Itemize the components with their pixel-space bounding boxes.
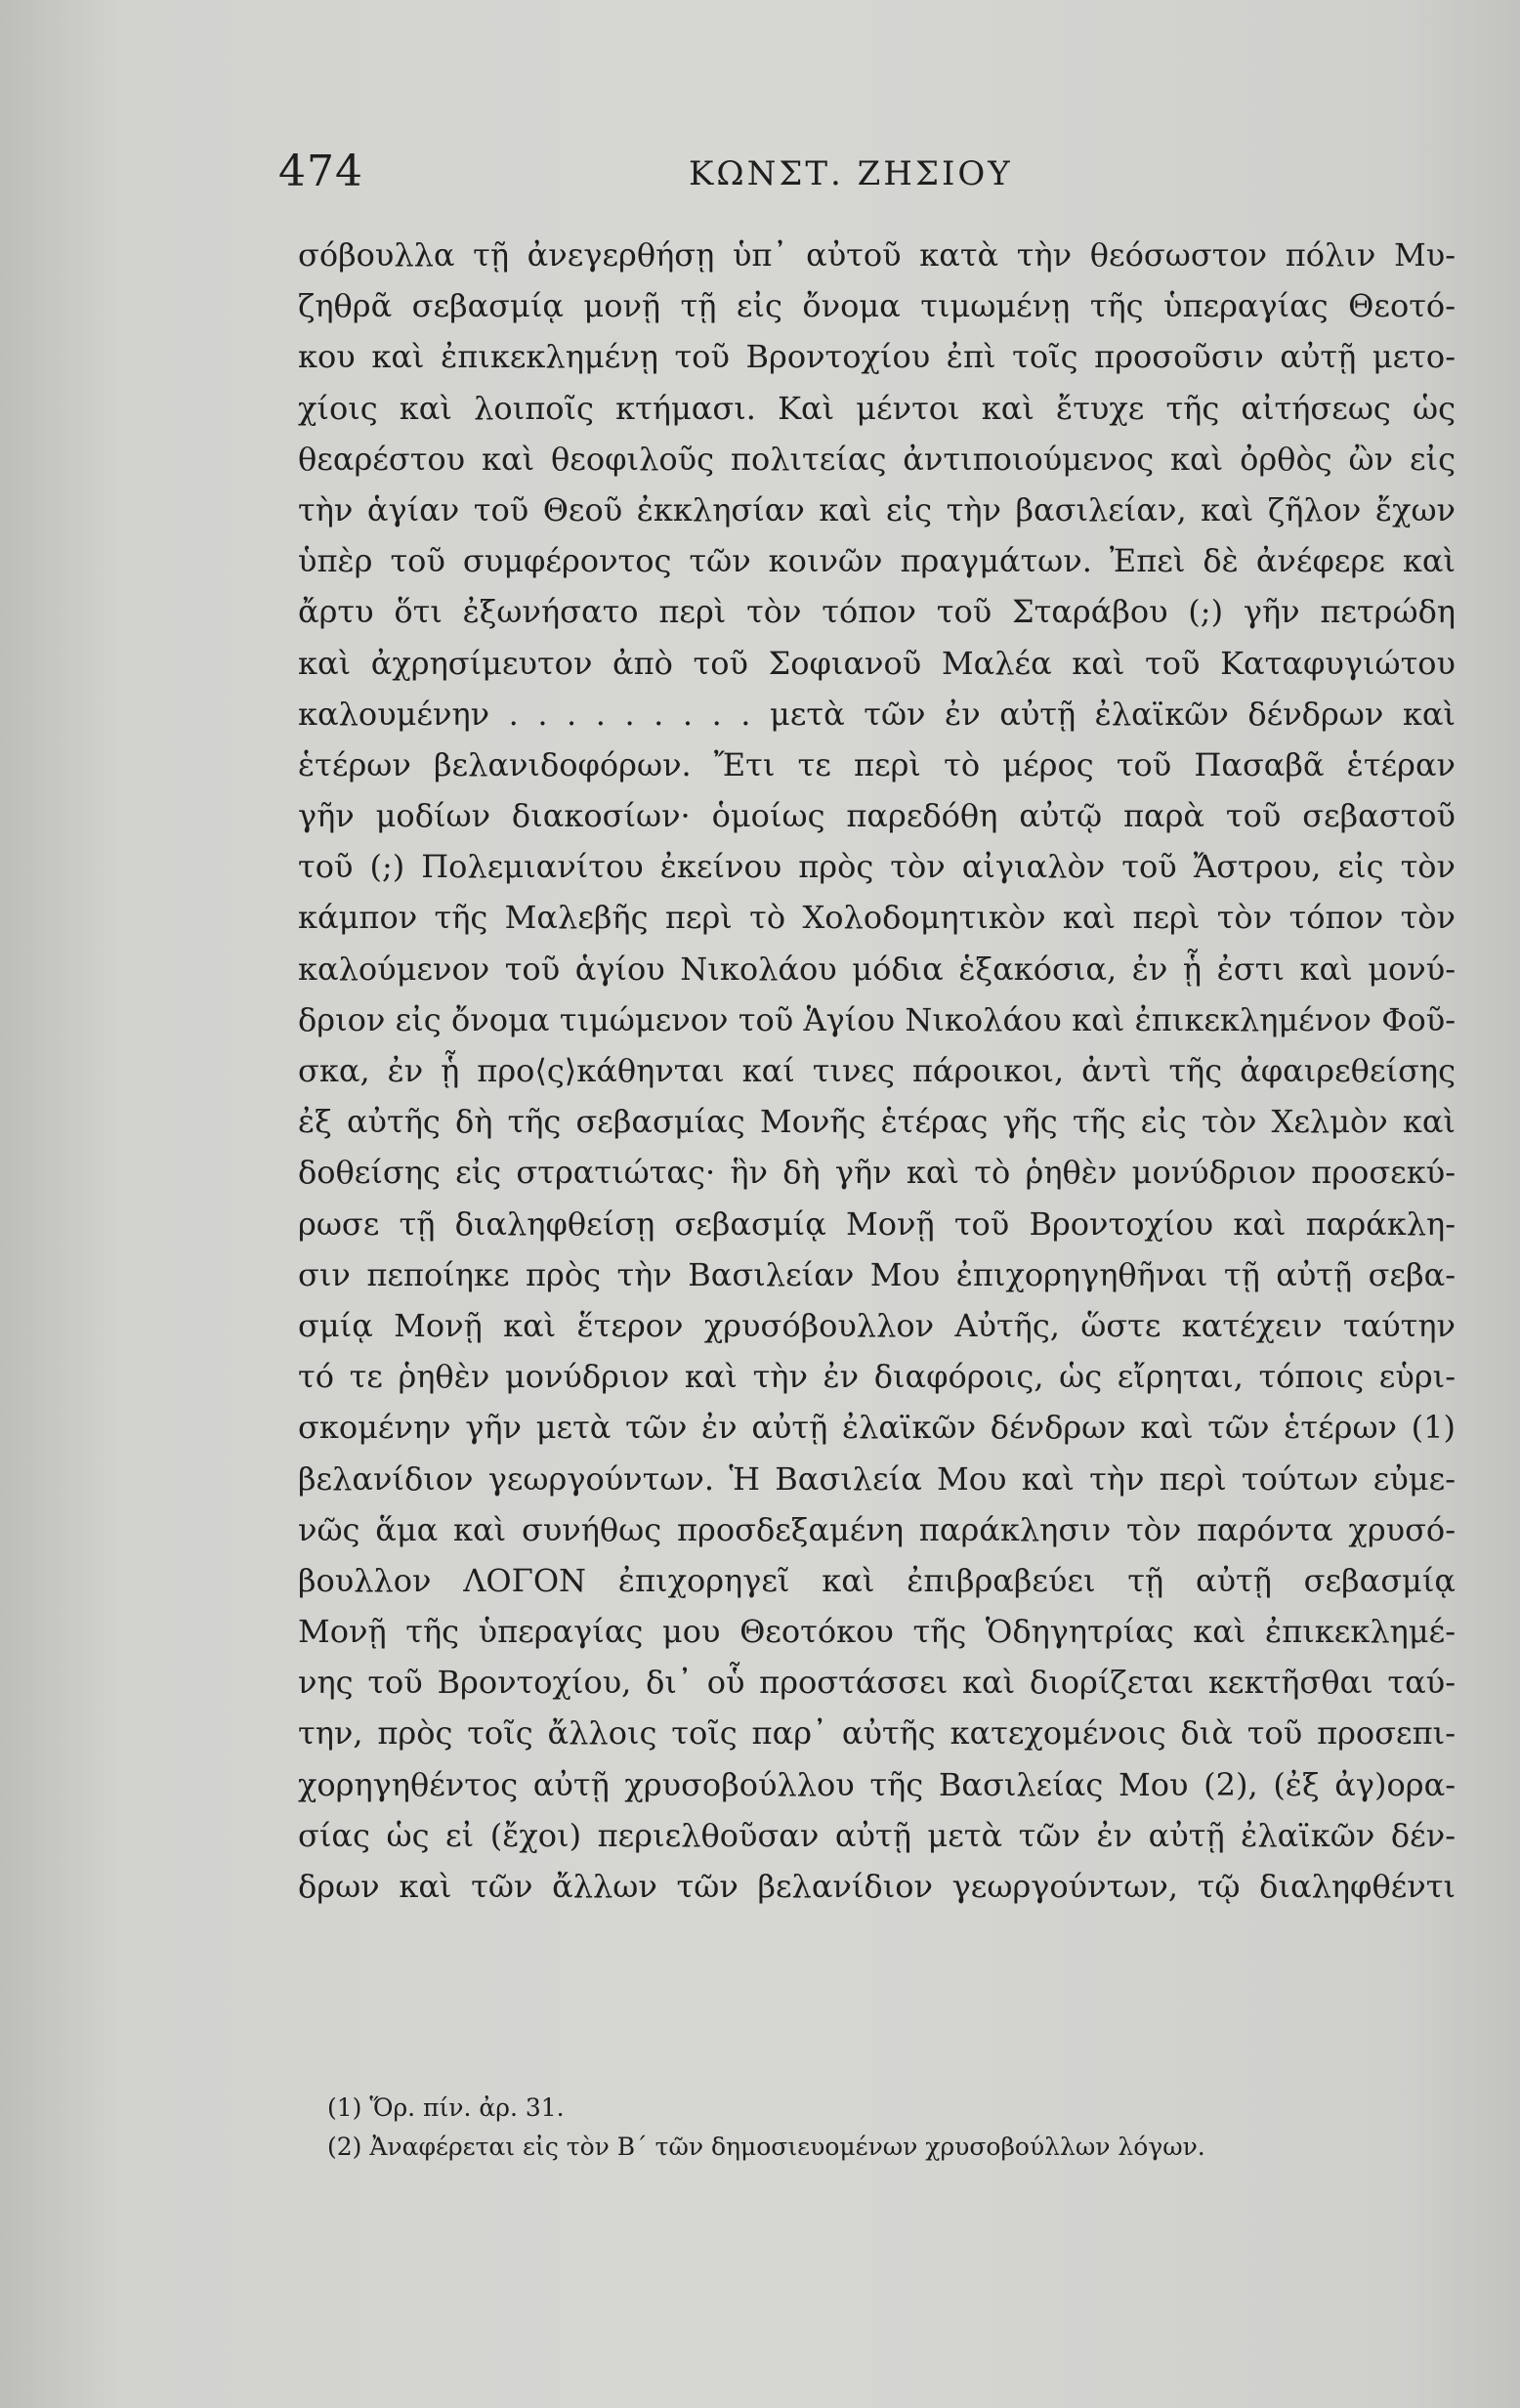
text-line: καλουμένην . . . . . . . . . μετὰ τῶν ἐν αὐτῇ ἐλαϊκῶν δένδρων καὶ [298, 695, 1456, 733]
text-line: βελανίδιον γεωργούντων. Ἡ Βασιλεία Μου καὶ τὴν περὶ τούτων εὐμε- [298, 1459, 1456, 1498]
text-line: νης τοῦ Βροντοχίου, δι᾽ οὗ προστάσσει καὶ διορίζεται κεκτῆσθαι ταύ- [298, 1664, 1456, 1702]
text-line: καὶ ἀχρησίμευτον ἀπὸ τοῦ Σοφιανοῦ Μαλέα καὶ τοῦ Καταφυγιώτου [298, 644, 1456, 682]
text-line: ἐξ αὐτῆς δὴ τῆς σεβασμίας Μονῆς ἑτέρας γῆς τῆς εἰς τὸν Χελμὸν καὶ [298, 1103, 1456, 1141]
text-line: την, πρὸς τοῖς ἄλλοις τοῖς παρ᾽ αὐτῆς κατεχομένοις διὰ τοῦ προσεπι- [298, 1714, 1456, 1753]
text-line: σκα, ἐν ᾗ προ⟨ς⟩κάθηνται καί τινες πάροικοι, ἀντὶ τῆς ἀφαιρεθείσης [298, 1052, 1456, 1089]
text-line: βουλλον ΛΟΓΟΝ ἐπιχορηγεῖ καὶ ἐπιβραβεύει τῇ αὐτῇ σεβασμίᾳ [298, 1561, 1456, 1599]
footnote: (1) Ὅρ. πίν. ἀρ. 31. [327, 2093, 565, 2122]
page-number: 474 [278, 147, 363, 196]
text-line: κάμπον τῆς Μαλεβῆς περὶ τὸ Χολοδομητικὸν καὶ περὶ τὸν τόπον τὸν [298, 899, 1456, 937]
text-line: ρωσε τῇ διαληφθείσῃ σεβασμίᾳ Μονῇ τοῦ Βροντοχίου καὶ παράκλη- [298, 1204, 1456, 1243]
footnote: (2) Ἀναφέρεται εἰς τὸν Β´ τῶν δημοσιευομένων χρυσοβούλλων λόγων. [327, 2133, 1205, 2161]
text-line: τοῦ (;) Πολεμιανίτου ἐκείνου πρὸς τὸν αἰγιαλὸν τοῦ Ἄστρου, εἰς τὸν [298, 848, 1456, 886]
footnotes [327, 2089, 1402, 2167]
text-line: Μονῇ τῆς ὑπεραγίας μου Θεοτόκου τῆς Ὁδηγητρίας καὶ ἐπικεκλημέ- [298, 1613, 1456, 1651]
text-line: νῶς ἅμα καὶ συνήθως προσδεξαμένη παράκλησιν τὸν παρόντα χρυσό- [298, 1510, 1456, 1548]
text-line: ἑτέρων βελανιδοφόρων. Ἔτι τε περὶ τὸ μέρος τοῦ Πασαβᾶ ἑτέραν [298, 745, 1456, 783]
text-line: σιν πεποίηκε πρὸς τὴν Βασιλείαν Μου ἐπιχορηγηθῆναι τῇ αὐτῇ σεβα- [298, 1255, 1456, 1293]
text-line: ὑπὲρ τοῦ συμφέροντος τῶν κοινῶν πραγμάτων. Ἐπεὶ δὲ ἀνέφερε καὶ [298, 542, 1456, 580]
text-line: ἄρτυ ὅτι ἐξωνήσατο περὶ τὸν τόπον τοῦ Σταράβου (;) γῆν πετρώδη [298, 593, 1456, 631]
text-line: σκομένην γῆν μετὰ τῶν ἐν αὐτῇ ἐλαϊκῶν δένδρων καὶ τῶν ἑτέρων (1) [298, 1409, 1456, 1447]
text-line: κου καὶ ἐπικεκλημένῃ τοῦ Βροντοχίου ἐπὶ τοῖς προσοῦσιν αὐτῇ μετο- [298, 338, 1456, 376]
text-line: χορηγηθέντος αὐτῇ χρυσοβούλλου τῆς Βασιλείας Μου (2), (ἐξ ἀγ)ορα- [298, 1765, 1456, 1803]
text-line: καλούμενον τοῦ ἁγίου Νικολάου μόδια ἑξακόσια, ἐν ᾗ ἐστι καὶ μονύ- [298, 950, 1456, 988]
text-line: σμίᾳ Μονῇ καὶ ἕτερον χρυσόβουλλον Αὐτῆς, ὥστε κατέχειν ταύτην [298, 1306, 1456, 1344]
text-line: χίοις καὶ λοιποῖς κτήμασι. Καὶ μέντοι καὶ ἔτυχε τῆς αἰτήσεως ὡς [298, 389, 1456, 427]
text-line: σίας ὡς εἰ (ἔχοι) περιελθοῦσαν αὐτῇ μετὰ τῶν ἐν αὐτῇ ἐλαϊκῶν δέν- [298, 1816, 1456, 1854]
running-head: ΚΩΝΣΤ. ΖΗΣΙΟΥ [689, 154, 1013, 193]
text-line: τό τε ῥηθὲν μονύδριον καὶ τὴν ἐν διαφόροις, ὡς εἴρηται, τόποις εὑρι- [298, 1358, 1456, 1396]
page-header [278, 147, 1314, 205]
text-line: τὴν ἁγίαν τοῦ Θεοῦ ἐκκλησίαν καὶ εἰς τὴν βασιλείαν, καὶ ζῆλον ἔχων [298, 490, 1456, 528]
text-line: δρων καὶ τῶν ἄλλων τῶν βελανίδιον γεωργούντων, τῷ διαληφθέντι [298, 1868, 1456, 1905]
body-text [298, 230, 1456, 1912]
text-line: ζηθρᾶ σεβασμίᾳ μονῇ τῇ εἰς ὄνομα τιμωμένῃ τῆς ὑπεραγίας Θεοτό- [298, 287, 1456, 325]
text-line: γῆν μοδίων διακοσίων· ὁμοίως παρεδόθη αὐτῷ παρὰ τοῦ σεβαστοῦ [298, 797, 1456, 835]
text-line: δοθείσης εἰς στρατιώτας· ἣν δὴ γῆν καὶ τὸ ῥηθὲν μονύδριον προσεκύ- [298, 1154, 1456, 1192]
text-line: δριον εἰς ὄνομα τιμώμενον τοῦ Ἁγίου Νικολάου καὶ ἐπικεκλημένον Φοῦ- [298, 1000, 1456, 1038]
text-line: θεαρέστου καὶ θεοφιλοῦς πολιτείας ἀντιποιούμενος καὶ ὀρθὸς ὢν εἰς [298, 440, 1456, 478]
text-line: σόβουλλα τῇ ἀνεγερθήσῃ ὑπ᾽ αὐτοῦ κατὰ τὴν θεόσωστον πόλιν Μυ- [298, 236, 1456, 274]
